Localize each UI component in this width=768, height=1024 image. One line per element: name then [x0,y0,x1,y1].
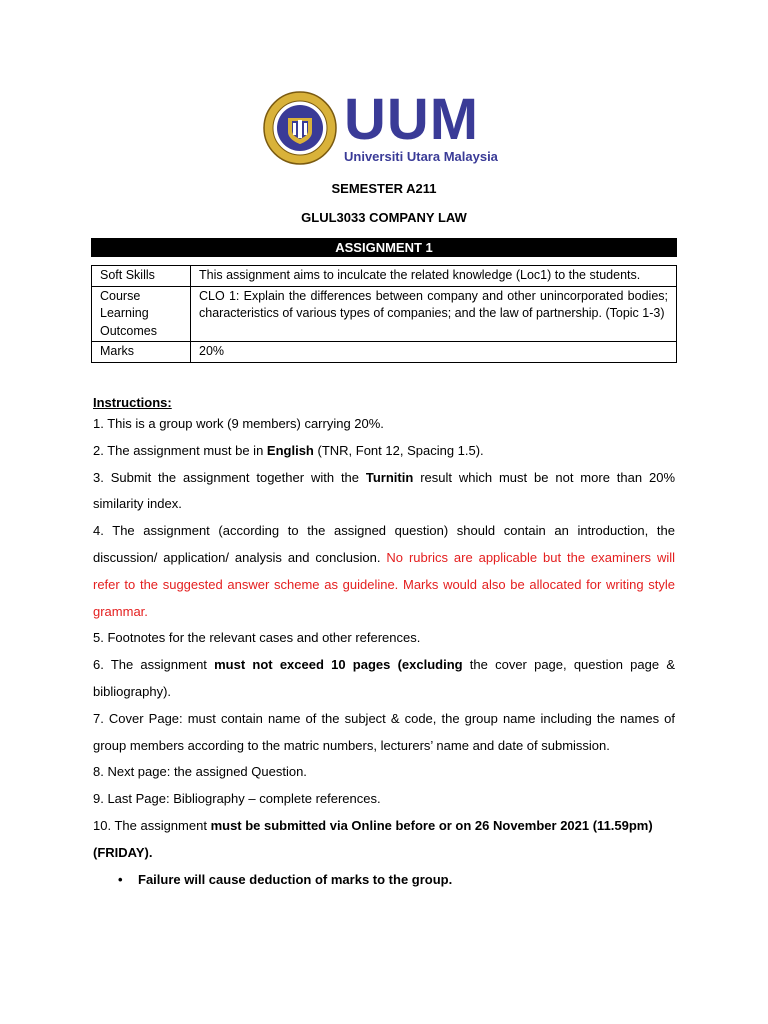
table-row [92,286,677,342]
uum-acronym: UUM [344,86,480,152]
instruction-5: 5. Footnotes for the relevant cases and other references. [93,630,421,646]
instructions [93,395,675,893]
instruction-9: 9. Last Page: Bibliography – complete references. [93,791,381,807]
course-title: GLUL3033 COMPANY LAW [301,210,467,225]
instruction-7: 7. Cover Page: must contain name of the subject & code, the group name including the names of group members according to the matric numbers, lecturers’ name and date of submission. [93,710,675,753]
row-label: Marks [92,342,191,363]
row-value: 20% [191,342,677,363]
instructions-heading: Instructions: [93,395,172,410]
row-value: CLO 1: Explain the differences between company and other unincorporated bodies; characteristics of various types of companies; and the law of partnership. (Topic 1-3) [191,286,677,342]
uum-seal-icon [262,90,338,166]
university-name: Universiti Utara Malaysia [344,148,498,164]
instruction-2: 2. The assignment must be in English (TNR, Font 12, Spacing 1.5). [93,442,484,458]
table-row [92,342,677,363]
bullet-item: • Failure will cause deduction of marks to the group. [93,867,675,894]
row-value: This assignment aims to inculcate the related knowledge (Loc1) to the students. [191,266,677,287]
instruction-4: 4. The assignment (according to the assigned question) should contain an introduction, the discussion/ application/ analysis and conclusion. No rubrics are applicable but the examiners will refer to the suggested answer scheme as guideline. Marks would also be allocated for writing style grammar. [93,523,676,619]
bullet-icon: • [118,871,123,887]
instruction-1: 1. This is a group work (9 members) carrying 20%. [93,416,384,431]
instruction-3: 3. Submit the assignment together with the Turnitin result which must be not more than 20% similarity index. [93,469,675,512]
table-row [92,266,677,287]
uum-logo [262,86,498,166]
uum-wordmark [344,86,498,164]
instruction-6: 6. The assignment must not exceed 10 pages (excluding the cover page, question page & bibliography). [93,657,675,699]
instruction-8: 8. Next page: the assigned Question. [93,764,307,780]
row-label: Soft Skills [92,266,191,287]
instruction-10: 10. The assignment must be submitted via Online before or on 26 November 2021 (11.59pm) (FRIDAY). [93,817,653,860]
semester-title: SEMESTER A211 [331,181,437,196]
assignment-banner: ASSIGNMENT 1 [91,238,677,257]
assignment-info-table [91,265,677,363]
row-label: Course Learning Outcomes [92,286,191,342]
